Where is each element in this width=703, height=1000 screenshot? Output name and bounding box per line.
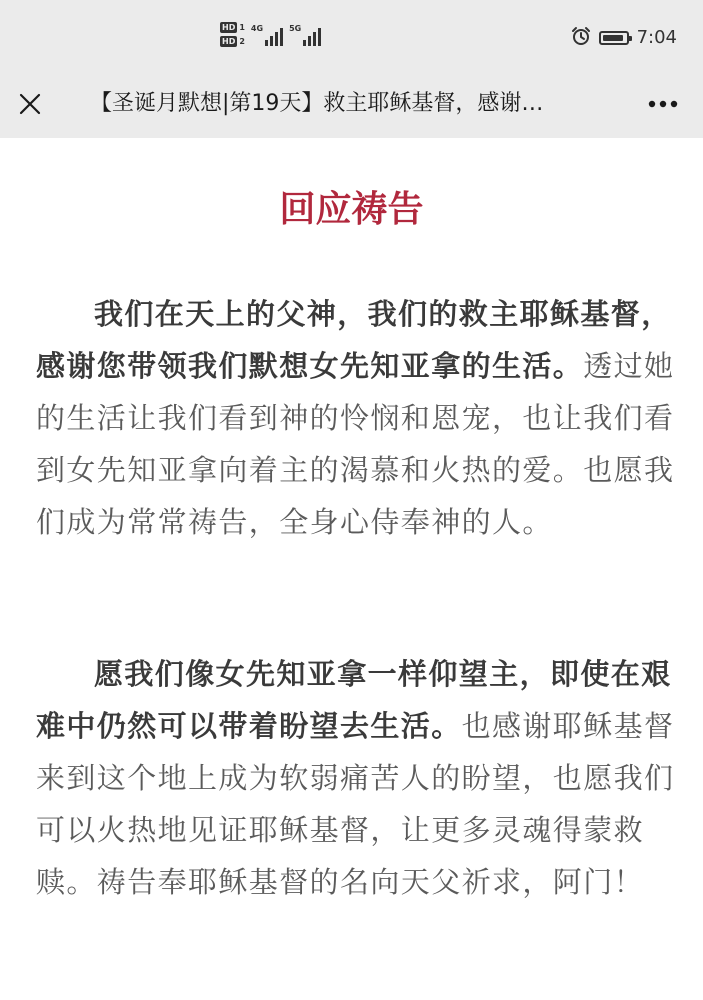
net-type-label: 4G: [250, 23, 264, 33]
prayer-paragraph-2: [36, 648, 676, 908]
hd-num: 1: [239, 23, 245, 32]
status-right: [571, 26, 677, 50]
signal-5g: [289, 24, 321, 46]
battery-fill: [603, 35, 623, 41]
paragraph-bold-text: 愿我们像女先知亚拿一样仰望主，即使在艰难中仍然可以带着盼望去生活。: [36, 657, 672, 743]
clock-time: 7:04: [636, 27, 677, 48]
net-type-label: 5G: [289, 23, 302, 33]
signal-4g: [251, 24, 283, 46]
more-options-button[interactable]: [643, 90, 683, 118]
signal-bars-icon: [303, 26, 321, 46]
hd-voice-badges: [220, 22, 245, 47]
article-content: [0, 138, 703, 1000]
nav-bar: [0, 70, 703, 138]
signal-bars-icon: [265, 26, 283, 46]
hd-badge-1: [220, 22, 245, 33]
paragraph-bold-text: 我们在天上的父神，我们的救主耶稣基督，感谢您带领我们默想女先知亚拿的生活。: [36, 297, 672, 383]
network-indicators: [220, 22, 321, 47]
status-bar: [0, 0, 703, 70]
prayer-paragraph-1: [36, 288, 676, 548]
hd-label: HD: [222, 23, 236, 32]
battery-icon: [599, 31, 629, 45]
paragraph-regular-text: 透过她的生活让我们看到神的怜悯和恩宠，也让我们看到女先知亚拿向着主的渴慕和火热的爱。也愿我们成为常常祷告，全身心侍奉神的人。: [36, 349, 675, 539]
more-dots-icon: [648, 100, 678, 108]
close-button[interactable]: [14, 88, 46, 120]
close-icon: [18, 92, 42, 116]
article-heading: 回应祷告: [279, 189, 424, 230]
hd-label: HD: [222, 37, 236, 46]
hd-badge-2: [220, 36, 245, 47]
alarm-icon: [571, 26, 591, 50]
page-title: 【圣诞月默想|第19天】救主耶稣基督，感谢…: [90, 91, 544, 116]
hd-num: 2: [239, 37, 245, 46]
paragraph-regular-text: 也感谢耶稣基督来到这个地上成为软弱痛苦人的盼望，也愿我们可以火热地见证耶稣基督，让更多灵魂得蒙救赎。祷告奉耶稣基督的名向天父祈求，阿门！: [36, 709, 675, 899]
